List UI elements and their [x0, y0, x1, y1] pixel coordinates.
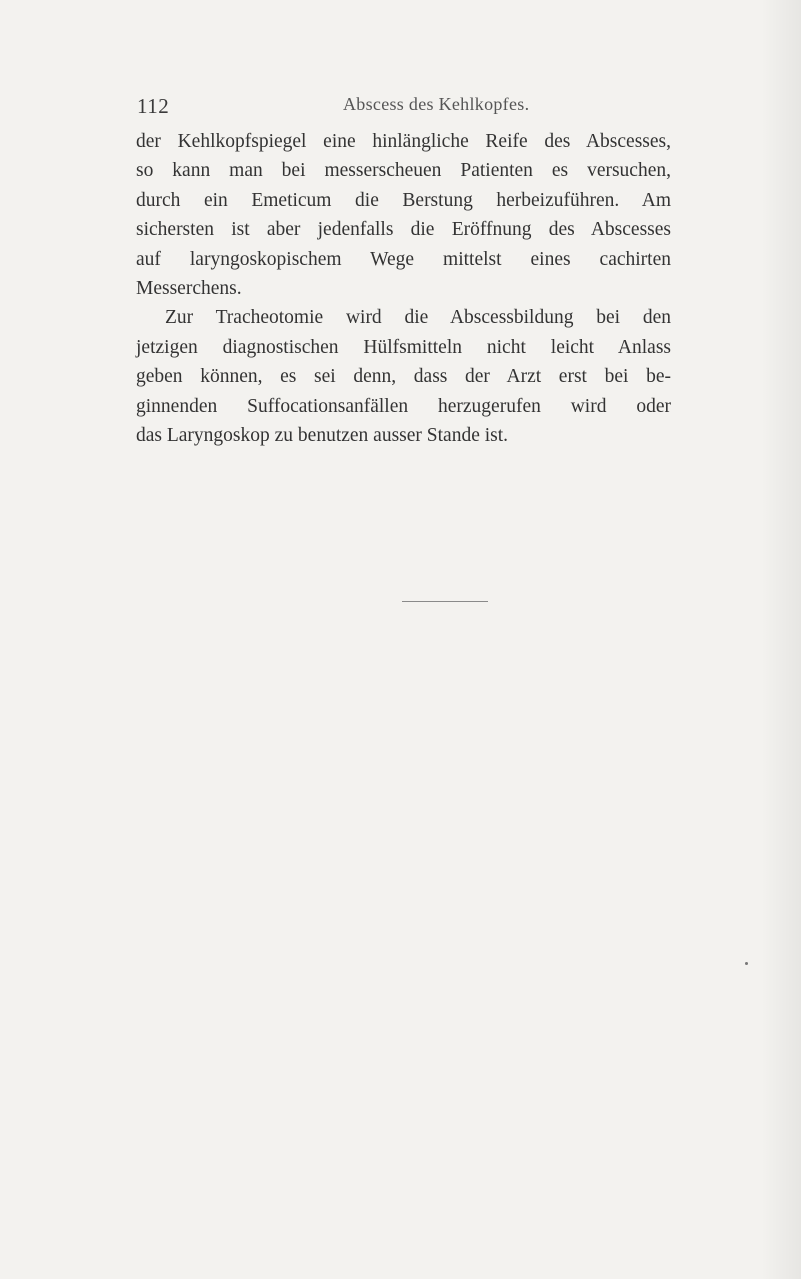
- body-text: [136, 127, 671, 450]
- text-line: Zur Tracheotomie wird die Abscessbildung bei den: [165, 307, 671, 329]
- text-line: jetzigen diagnostischen Hülfsmitteln nicht leicht Anlass: [136, 336, 671, 358]
- text-line: das Laryngoskop zu benutzen ausser Stande ist.: [136, 424, 509, 446]
- text-line: so kann man bei messerscheuen Patienten es versuchen,: [136, 160, 671, 182]
- text-line: sichersten ist aber jedenfalls die Eröffnung des Abscesses: [136, 219, 671, 241]
- running-title: Abscess des Kehlkopfes.: [343, 94, 530, 114]
- text-line: Messerchens.: [136, 277, 242, 299]
- paper-speck: [745, 962, 748, 965]
- text-line: geben können, es sei denn, dass der Arzt erst bei be-: [136, 366, 671, 388]
- text-line: der Kehlkopfspiegel eine hinlängliche Reife des Abscesses,: [136, 131, 671, 152]
- page-edge-shadow: [761, 0, 801, 1279]
- page-number: 112: [137, 94, 170, 118]
- text-line: auf laryngoskopischem Wege mittelst eines cachirten: [136, 248, 671, 270]
- page-header: [137, 94, 677, 118]
- text-line: ginnenden Suffocationsanfällen herzugerufen wird oder: [136, 395, 671, 417]
- text-line: durch ein Emeticum die Berstung herbeizuführen. Am: [136, 189, 671, 211]
- section-divider: [402, 601, 488, 602]
